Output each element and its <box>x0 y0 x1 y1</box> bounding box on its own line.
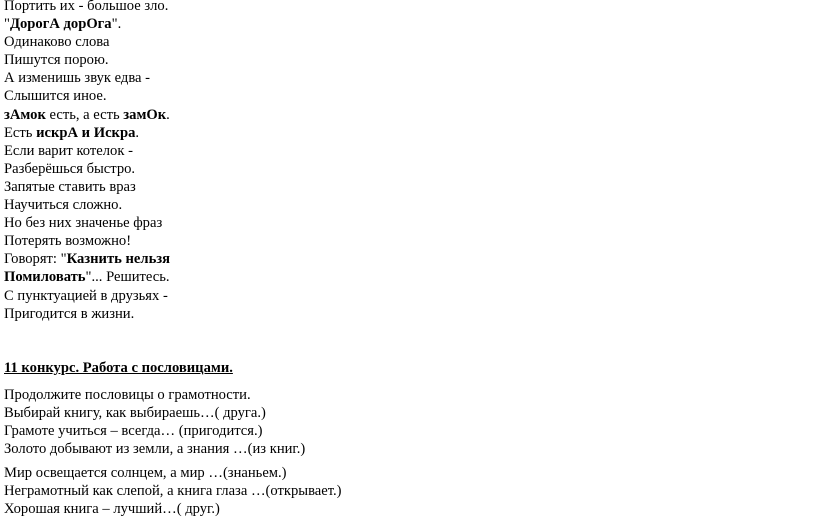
proverb-line: Неграмотный как слепой, а книга глаза …(открывает.) <box>4 483 342 500</box>
poem-text: . <box>166 106 170 123</box>
poem-text: . <box>135 124 140 141</box>
poem-bold-text: зАмок <box>4 106 46 123</box>
poem-line-14 <box>4 232 804 250</box>
poem-text: Одинаково слова <box>4 34 110 51</box>
poem-line-6 <box>4 87 804 105</box>
poem-text: Говорят: " <box>4 251 67 268</box>
proverb-line: Мир освещается солнцем, а мир …(знаньем.) <box>4 465 287 482</box>
poem-line-18 <box>4 305 804 323</box>
poem-text: ". <box>111 16 122 33</box>
poem-bold-text: замОк <box>123 106 167 123</box>
poem-text: есть, а есть <box>45 106 124 123</box>
poem-line-10 <box>4 160 804 178</box>
poem-text: Запятые ставить враз <box>4 178 136 195</box>
proverb-line: Выбирай книгу, как выбираешь…( друга.) <box>4 404 266 421</box>
poem-bold-text: искрА и Искра <box>36 124 136 141</box>
poem-text: " <box>4 16 10 33</box>
spacer <box>4 323 804 359</box>
poem-text: А изменишь звук едва - <box>4 70 151 87</box>
poem-line-13 <box>4 214 804 232</box>
proverb-line: Золото добывают из земли, а знания …(из книг.) <box>4 441 306 458</box>
poem-line-17 <box>4 287 804 305</box>
section-intro: Продолжите пословицы о грамотности. <box>4 386 251 403</box>
poem-text: Пригодится в жизни. <box>4 305 135 322</box>
poem-text: Научиться сложно. <box>4 197 123 214</box>
poem-text: Если варит котелок - <box>4 142 133 159</box>
poem-line-1 <box>4 0 804 15</box>
poem-bold-text: ДорогА дорОга <box>9 16 112 33</box>
poem-bold-text: Казнить нельзя <box>66 251 171 268</box>
poem-line-2 <box>4 15 804 33</box>
poem-line-9 <box>4 142 804 160</box>
poem-text: Слышится иное. <box>4 88 107 105</box>
poem-bold-text: Помиловать <box>4 269 86 286</box>
poem-line-15 <box>4 250 804 268</box>
poem-text: С пунктуацией в друзьях - <box>4 287 168 304</box>
poem-line-12 <box>4 196 804 214</box>
poem-text: Портить их - большое зло. <box>4 0 169 14</box>
document-body <box>4 0 804 518</box>
poem-text: Пишутся порою. <box>4 52 109 69</box>
poem-line-3 <box>4 33 804 51</box>
proverb-line: Грамоте учиться – всегда… (пригодится.) <box>4 422 263 439</box>
section-heading: 11 конкурс. Работа с пословицами. <box>4 359 233 376</box>
poem-line-5 <box>4 69 804 87</box>
spacer <box>4 377 804 386</box>
poem-line-8 <box>4 124 804 142</box>
poem-line-7 <box>4 106 804 124</box>
proverb-line: Хорошая книга – лучший…( друг.) <box>4 501 220 518</box>
poem-line-16 <box>4 268 804 286</box>
poem-line-11 <box>4 178 804 196</box>
poem-text: Потерять возможно! <box>4 233 132 250</box>
poem-text: Разберёшься быстро. <box>4 160 136 177</box>
poem-text: "... Решитесь. <box>85 269 170 286</box>
poem-text: Есть <box>4 124 37 141</box>
poem-text: Но без них значенье фраз <box>4 215 163 232</box>
poem-line-4 <box>4 51 804 69</box>
